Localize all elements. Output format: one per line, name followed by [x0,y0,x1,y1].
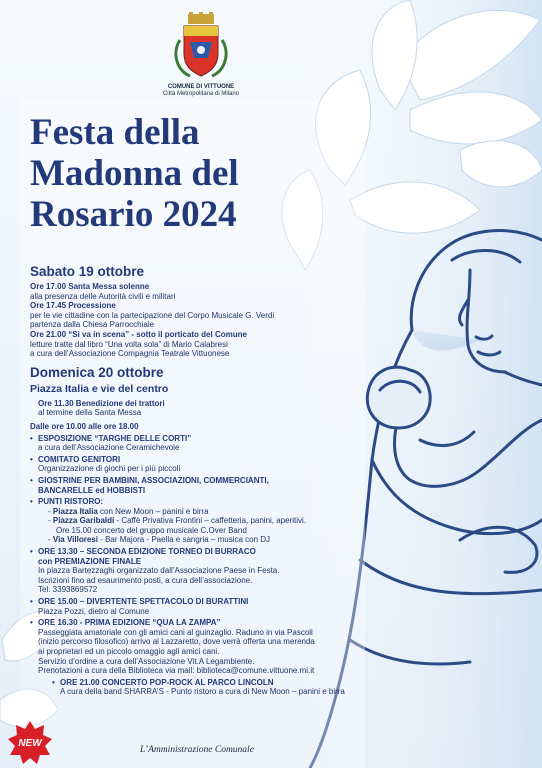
event-desc: partenza dalla Chiesa Parrocchiale [30,320,155,330]
bullet-title: BANCARELLE ed HOBBISTI [38,485,146,495]
food-point-2 [48,516,360,526]
bullet-parents-committee [30,455,360,474]
event-desc: per le vie cittadine con la partecipazione del Corpo Musicale G. Verdi [30,310,275,320]
saturday-heading: Sabato 19 ottobre [30,264,145,279]
saturday-event-1 [30,282,360,301]
event-time: Ore 21.00 “Si va in scena” - sotto il porticato del Comune [30,329,247,339]
bullet-desc: Iscrizioni fino ad esaurimento posti, a cura dell’associazione. [38,575,253,585]
event-desc: letture tratte dal libro “Una volta sola” di Mario Calabresi [30,339,228,349]
title-line-3: Rosario 2024 [30,194,237,235]
food-point-3 [48,535,360,545]
food-point-text: - Bar Majora - Paella e sangria – musica con DJ [97,535,271,545]
bullet-desc: a cura dell’Associazione Ceramichevole [38,443,180,453]
food-point-place: Piazza Italia [52,506,98,516]
municipal-crest [168,12,234,82]
food-point-place: Via Villoresi [52,535,98,545]
bullet-title: • PUNTI RISTORO: [38,497,104,507]
page-title [30,112,320,235]
program-content [30,264,360,697]
comune-subtitle: Città Metropolitana di Milano [162,91,240,97]
comune-label [150,84,252,98]
event-desc: al termine della Santa Messa [38,408,142,418]
crest-icon [168,12,234,82]
bullet-stalls [30,476,360,495]
bullet-food-points [30,497,360,545]
title-line-1: Festa della [30,112,200,153]
bullet-dog-walk [30,618,360,676]
bullet-title: • ORE 16.30 - PRIMA EDIZIONE “QUA LA ZAMPA” [38,618,221,628]
bullet-puppets [30,597,360,616]
bullet-burraco [30,547,360,595]
bullet-desc: Prenotazioni a cura della Biblioteca via mail: biblioteca@comune.vittuone.mi.it [38,666,315,676]
bullet-desc: Organizzazione di giochi per i più piccoli [38,464,181,474]
saturday-event-2 [30,301,360,330]
bullet-desc: ai proprietari ed un piccolo omaggio agli amici cani. [38,647,220,656]
food-point-2-extra: Ore 15.00 concerto del gruppo musicale C.Over Band [56,525,247,535]
event-time: Ore 11.30 Benedizione dei trattori [38,398,165,408]
bullet-title: • ORE 21.00 CONCERTO POP-ROCK AL PARCO LINCOLN [60,677,274,687]
sunday-heading: Domenica 20 ottobre [30,364,164,380]
bullet-title: • ESPOSIZIONE “TARGHE DELLE CORTI” [38,433,192,443]
bullet-desc: Piazza Pozzi, dietro al Comune [38,606,150,616]
signature: L’Amministrazione Comunale [140,745,254,755]
new-badge-label: NEW [18,738,42,749]
comune-name: COMUNE DI VITTUONE [167,84,235,90]
bullet-desc: Passeggiata amatoriale con gli amici cani al guinzaglio. Raduno in via Pascoli [38,627,313,637]
bullet-desc: In piazza Bartezzaghi organizzato dall’Associazione Paese in Festa. [38,566,280,576]
food-point-1 [48,507,360,517]
food-point-place: Piazza Garibaldi [52,516,115,526]
bullet-desc: Servizio d’ordine a cura dell’Associazione Vit.A Legambiente. [38,656,255,666]
bullet-exhibition [30,434,360,453]
sunday-place: Piazza Italia e vie del centro [30,382,169,395]
bullet-title: • ORE 15.00 – DIVERTENTE SPETTACOLO DI BURATTINI [38,597,249,607]
bullet-concert [52,678,360,697]
event-time: Ore 17.45 Processione [30,301,116,311]
event-time: Ore 17.00 Santa Messa solenne [30,282,150,291]
bullet-desc: (inizio percorso filosofico) arrivo al Lazzaretto, dove verrà offerta una merenda [38,637,315,647]
title-line-2: Madonna del [30,153,239,194]
sunday-hours: Dalle ore 10.00 alle ore 18.00 [30,421,139,431]
bullet-desc: A cura della band SHARRA’S - Punto ristoro a cura di New Moon – panini e birra [60,687,345,697]
food-point-text: con New Moon – panini e birra [97,506,209,516]
bullet-title: con PREMIAZIONE FINALE [38,556,142,566]
food-point-list [38,507,360,545]
event-desc: alla presenza delle Autorità civili e militari [30,291,176,301]
sunday-event-blessing [30,399,360,418]
saturday-event-3 [30,330,360,359]
event-desc: a cura dell’Associazione Compagnia Teatrale Vittuonese [30,349,230,359]
bullet-title: • ORE 13.30 – SECONDA EDIZIONE TORNEO DI BURRACO [38,547,256,557]
bullet-title: • GIOSTRINE PER BAMBINI, ASSOCIAZIONI, COMMERCIANTI, [38,475,269,485]
new-badge [8,720,52,764]
bullet-title: • COMITATO GENITORI [38,454,121,464]
bullet-phone: Tel. 3393869572 [38,585,98,595]
food-point-text: - Caffè Privativa Frontini – caffetteria, panini, aperitivi. [114,516,307,526]
